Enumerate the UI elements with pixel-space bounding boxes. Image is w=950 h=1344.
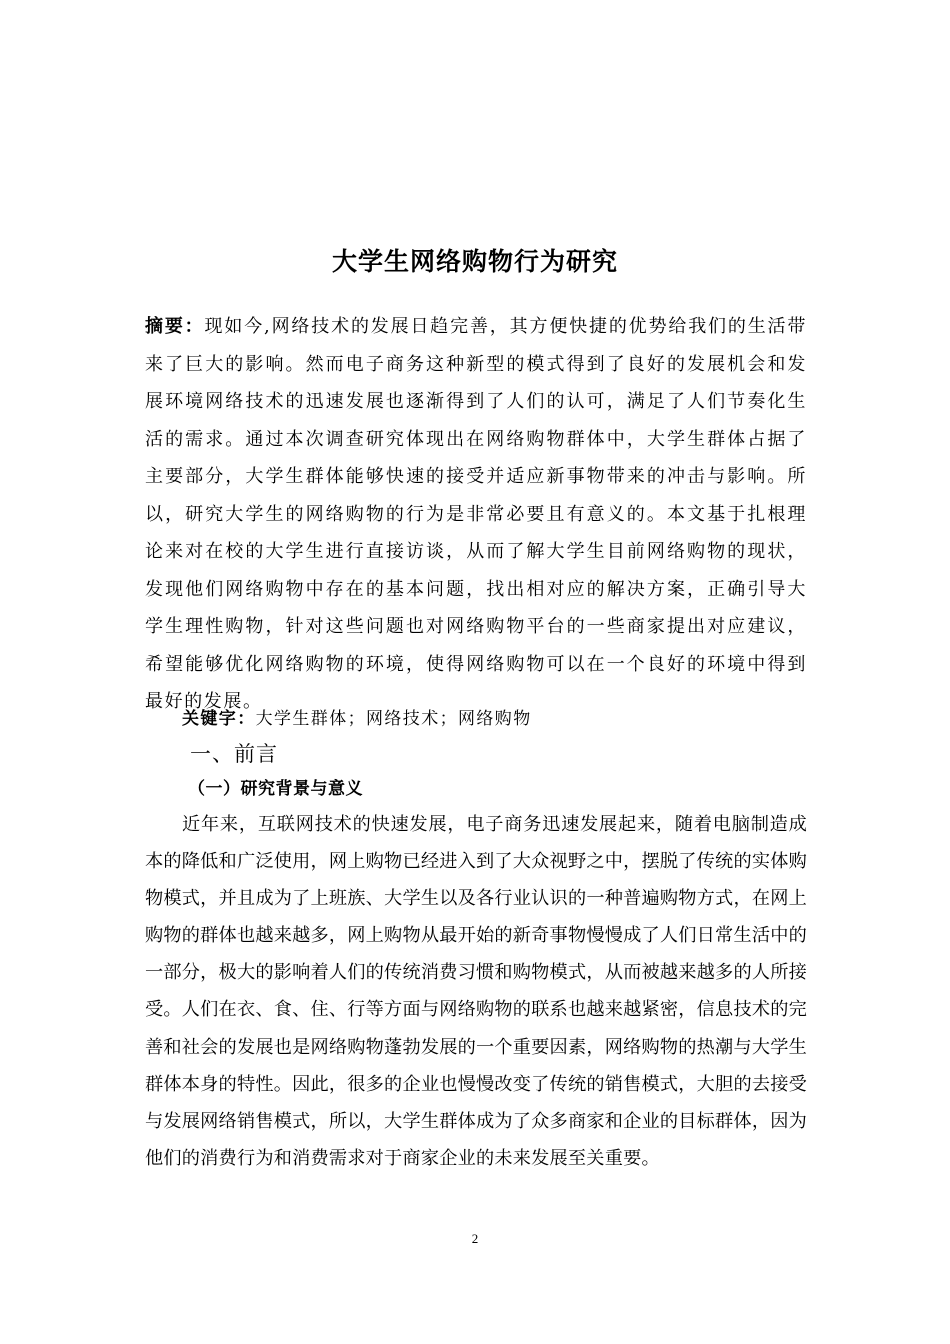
- subsection-heading: （一）研究背景与意义: [188, 779, 363, 799]
- section-heading: 一、前言: [190, 742, 278, 766]
- keywords-text: 大学生群体；网络技术；网络购物: [255, 709, 532, 729]
- keywords-label: 关键字：: [182, 709, 256, 729]
- abstract-label: 摘要：: [145, 316, 205, 337]
- abstract-text: 现如今,网络技术的发展日趋完善，其方便快捷的优势给我们的生活带来了巨大的影响。然而电子商务这种新型的模式得到了良好的发展机会和发展环境网络技术的迅速发展也逐渐得到了人们的认可，满足了人们节奏化生活的需求。通过本次调查研究体现出在网络购物群体中，大学生群体占据了主要部分，大学生群体能够快速的接受并适应新事物带来的冲击与影响。所以，研究大学生的网络购物的行为是非常必要且有意义的。本文基于扎根理论来对在校的大学生进行直接访谈，从而了解大学生目前网络购物的现状，发现他们网络购物中存在的基本问题，找出相对应的解决方案，正确引导大学生理性购物，针对这些问题也对网络购物平台的一些商家提出对应建议，希望能够优化网络购物的环境，使得网络购物可以在一个良好的环境中得到最好的发展。: [145, 316, 807, 712]
- document-title: 大学生网络购物行为研究: [331, 247, 618, 276]
- keywords-line: [182, 704, 532, 734]
- body-paragraph: 近年来，互联网技术的快速发展，电子商务迅速发展起来，随着电脑制造成本的降低和广泛使用，网上购物已经进入到了大众视野之中，摆脱了传统的实体购物模式，并且成为了上班族、大学生以及各行业认识的一种普遍购物方式，在网上购物的群体也越来越多，网上购物从最开始的新奇事物慢慢成了人们日常生活中的一部分，极大的影响着人们的传统消费习惯和购物模式，从而被越来越多的人所接受。人们在衣、食、住、行等方面与网络购物的联系也越来越紧密，信息技术的完善和社会的发展也是网络购物蓬勃发展的一个重要因素，网络购物的热潮与大学生群体本身的特性。因此，很多的企业也慢慢改变了传统的销售模式，大胆的去接受与发展网络销售模式，所以，大学生群体成为了众多商家和企业的目标群体，因为他们的消费行为和消费需求对于商家企业的未来发展至关重要。: [145, 814, 807, 1169]
- page-number: 2: [471, 1231, 479, 1246]
- abstract-paragraph: [145, 308, 807, 721]
